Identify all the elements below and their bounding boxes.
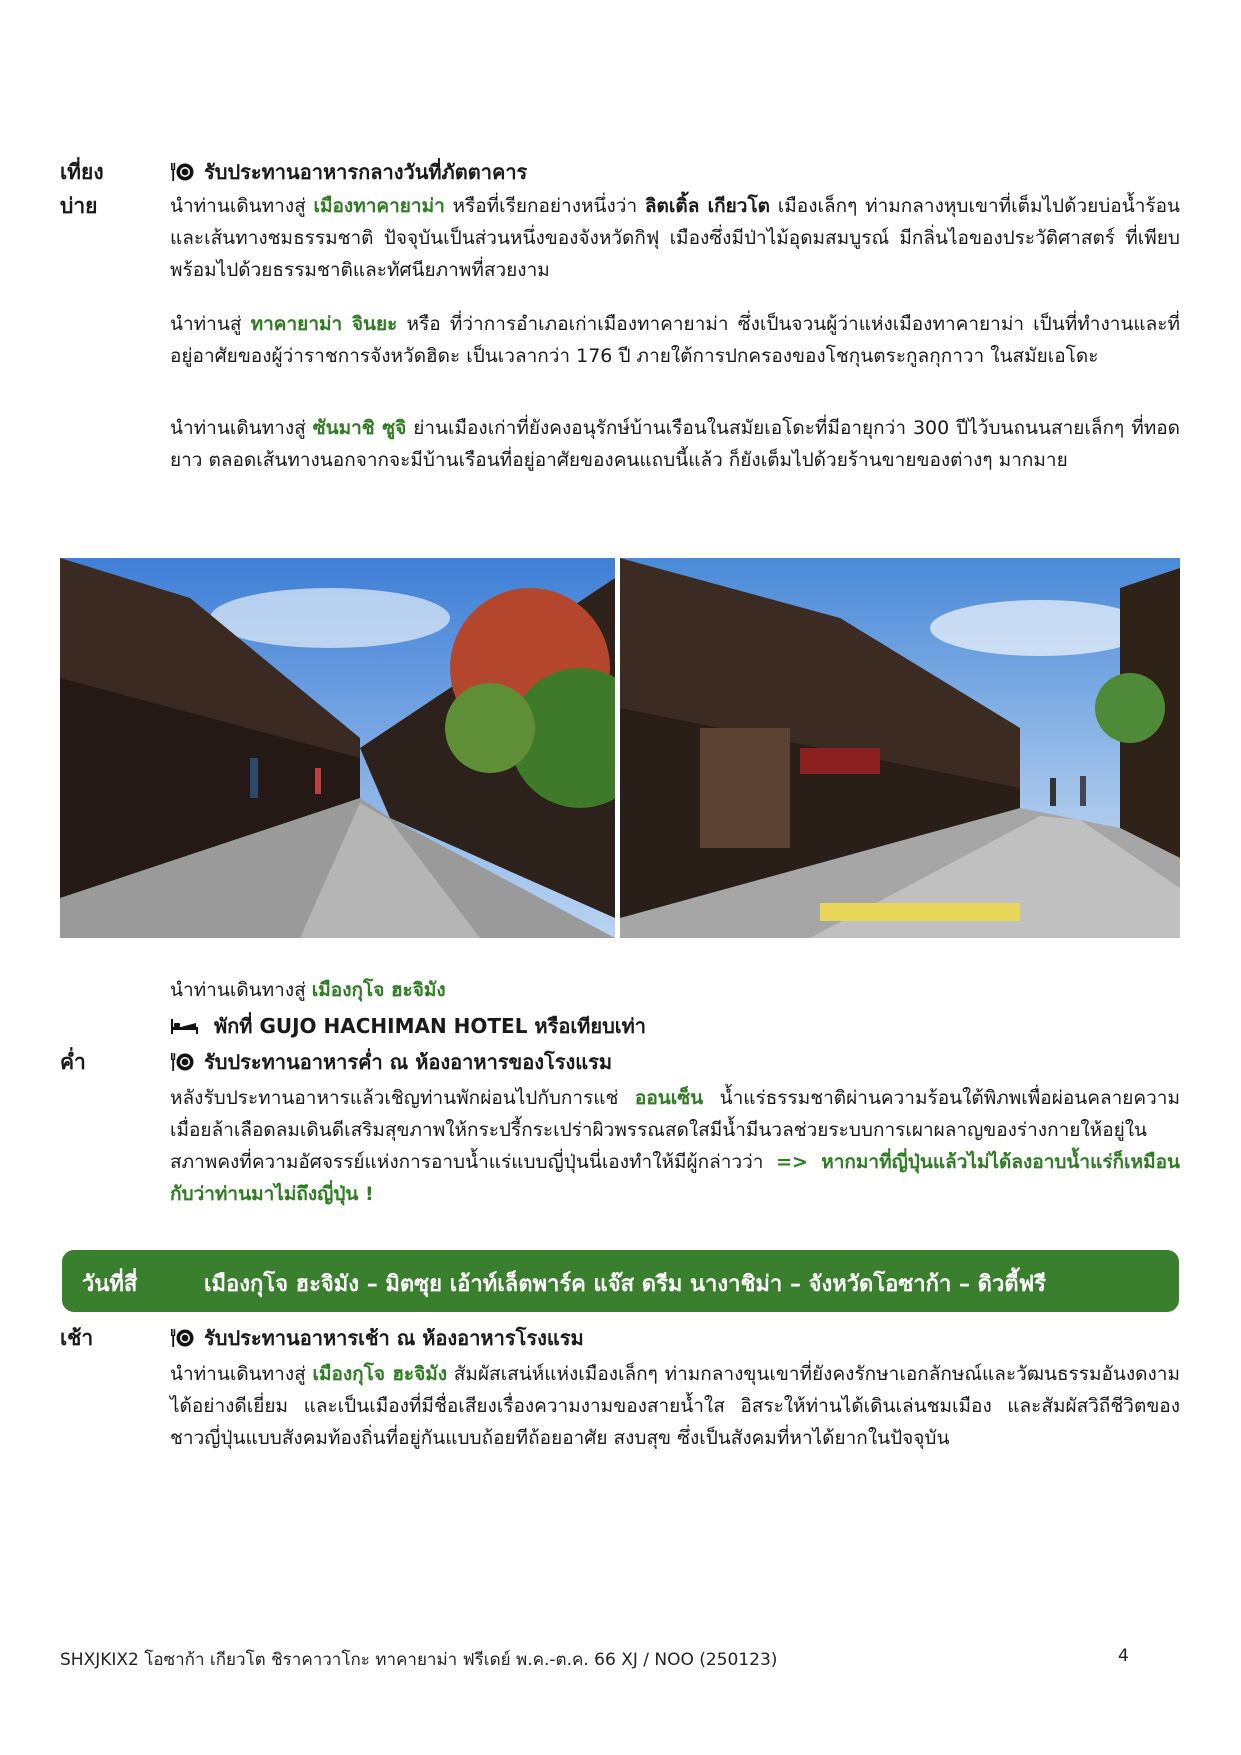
text: นำท่านเดินทางสู่ [170, 979, 312, 1001]
street-photo-1-illustration [60, 558, 615, 938]
onsen-quote: => หากมาที่ญี่ปุ่นแล้วไม่ได้ลงอาบน้ำแร่ก็เหมือนกับว่าท่านมาไม่ถึงญี่ปุ่น ! [170, 1151, 1180, 1205]
paragraph-gujo [170, 1358, 1180, 1454]
text: น้ำแร่ธรรมชาติผ่านความร้อนใต้พิภพเพื่อผ่อนคลายความเมื่อยล้าเลือดลมเดินดีเสริมสุขภาพให้กระปรี้กระเปร่าผิวพรรณสดใสมีน้ำมีนวลช่วยระบบการเผาผลาญของร่างกายให้อยู่ในสภาพคงที่ความอัศจรรย์แห่งการอาบน้ำแร่แบบญี่ปุ่นนี่เองทำให้มีผู้กล่าวว่า [170, 1087, 1180, 1173]
place-takayama-jinya: ทาคายาม่า จินยะ [250, 313, 398, 335]
place-takayama: เมืองทาคายาม่า [313, 195, 445, 217]
meal-breakfast [170, 1322, 1180, 1354]
meal-dinner-text: รับประทานอาหารค่ำ ณ ห้องอาหารของโรงแรม [204, 1050, 613, 1074]
day-four-label: วันที่สี่ [82, 1272, 138, 1297]
time-label-noon: เที่ยง [60, 160, 104, 184]
paragraph-sanmachi [170, 412, 1180, 476]
onsen-highlight: ออนเซ็น [634, 1087, 704, 1109]
meal-breakfast-text: รับประทานอาหารเช้า ณ ห้องอาหารโรงแรม [204, 1326, 584, 1350]
text: หรือที่เรียกอย่างหนึ่งว่า [444, 195, 645, 217]
plate-fork-knife-icon [170, 1052, 194, 1072]
hotel-stay [170, 1010, 1180, 1042]
photo-old-street-1 [60, 558, 615, 938]
meal-lunch-text: รับประทานอาหารกลางวันที่ภัตตาคาร [204, 160, 528, 184]
photo-old-street-2 [620, 558, 1180, 938]
day-four-banner [62, 1250, 1179, 1312]
plate-fork-knife-icon [170, 1328, 194, 1348]
text: นำท่านเดินทางสู่ [170, 195, 314, 217]
place-gujo-hachiman: เมืองกุโจ ฮะจิมัง [311, 979, 446, 1001]
plate-fork-knife-icon [170, 162, 194, 182]
text: สัมผัสเสน่ห์แห่งเมืองเล็กๆ ท่ามกลางขุนเขาที่ยังคงรักษาเอกลักษณ์และวัฒนธรรมอันงดงามได้อย่างดีเยี่ยม และเป็นเมืองที่มีชื่อเสียงเรื่องความงามของสายน้ำใส อิสระให้ท่านได้เดินเล่นชมเมือง และสัมผัสวิถีชีวิตของชาวญี่ปุ่นแบบสังคมท้องถิ่นที่อยู่กันแบบถ้อยทีถ้อยอาศัย สงบสุข ซึ่งเป็นสังคมที่หาได้ยากในปัจจุบัน [170, 1363, 1180, 1449]
little-kyoto: ลิตเติ้ล เกียวโต [644, 195, 771, 217]
time-label-afternoon: บ่าย [60, 194, 98, 218]
footer-tour-code: SHXJKIX2 โอซาก้า เกียวโต ชิราคาวาโกะ ทาคายาม่า ฟรีเดย์ พ.ค.-ต.ค. 66 XJ / NOO (250123) [60, 1650, 778, 1670]
text: หลังรับประทานอาหารแล้วเชิญท่านพักผ่อนไปกับการแช่ [170, 1087, 635, 1109]
page-number: 4 [1118, 1646, 1129, 1666]
place-gujo-hachiman: เมืองกุโจ ฮะจิมัง [312, 1363, 448, 1385]
text: นำท่านสู่ [170, 313, 251, 335]
meal-lunch [170, 156, 1180, 188]
text: เมืองเล็กๆ ท่ามกลางหุบเขาที่เต็มไปด้วยบ่อน้ำร้อนและเส้นทางชมธรรมชาติ ปัจจุบันเป็นส่วนหนึ่งของจังหวัดกิฟุ เมืองซึ่งมีป่าไม้อุดมสมบูรณ์ มีกลิ่นไอของประวัติศาสตร์ ที่เพียบพร้อมไปด้วยธรรมชาติและทัศนียภาพที่สวยงาม [170, 195, 1180, 281]
meal-dinner [170, 1046, 1180, 1078]
street-photo-2-illustration [620, 558, 1180, 938]
bed-icon [170, 1016, 200, 1036]
time-label-morning: เช้า [60, 1326, 94, 1350]
hotel-stay-text: พักที่ GUJO HACHIMAN HOTEL หรือเทียบเท่า [214, 1014, 647, 1038]
place-sanmachi-suji: ซันมาชิ ซูจิ [312, 417, 407, 439]
time-label-evening: ค่ำ [60, 1050, 86, 1074]
travel-to-gujo [170, 974, 1180, 1006]
text: นำท่านเดินทางสู่ [170, 1363, 313, 1385]
day-four-title: เมืองกุโจ ฮะจิมัง – มิตซุย เอ้าท์เล็ตพาร์ค แจ๊ส ดรีม นางาชิม่า – จังหวัดโอซาก้า – ดิวตี้ฟรี [204, 1272, 1046, 1297]
text: นำท่านเดินทางสู่ [170, 417, 313, 439]
paragraph-onsen [170, 1082, 1180, 1210]
paragraph-takayama [170, 190, 1180, 286]
text: หรือ ที่ว่าการอำเภอเก่าเมืองทาคายาม่า ซึ่งเป็นจวนผู้ว่าแห่งเมืองทาคายาม่า เป็นที่ทำงานและที่อยู่อาศัยของผู้ว่าราชการจังหวัดฮิดะ เป็นเวลากว่า 176 ปี ภายใต้การปกครองของโชกุนตระกูลกุกาวา ในสมัยเอโดะ [170, 313, 1180, 367]
text: ย่านเมืองเก่าที่ยังคงอนุรักษ์บ้านเรือนในสมัยเอโดะที่มีอายุกว่า 300 ปีไว้บนถนนสายเล็กๆ ที่ทอดยาว ตลอดเส้นทางนอกจากจะมีบ้านเรือนที่อยู่อาศัยของคนแถบนี้แล้ว ก็ยังเต็มไปด้วยร้านขายของต่างๆ มากมาย [170, 417, 1180, 471]
paragraph-jinya [170, 308, 1180, 372]
